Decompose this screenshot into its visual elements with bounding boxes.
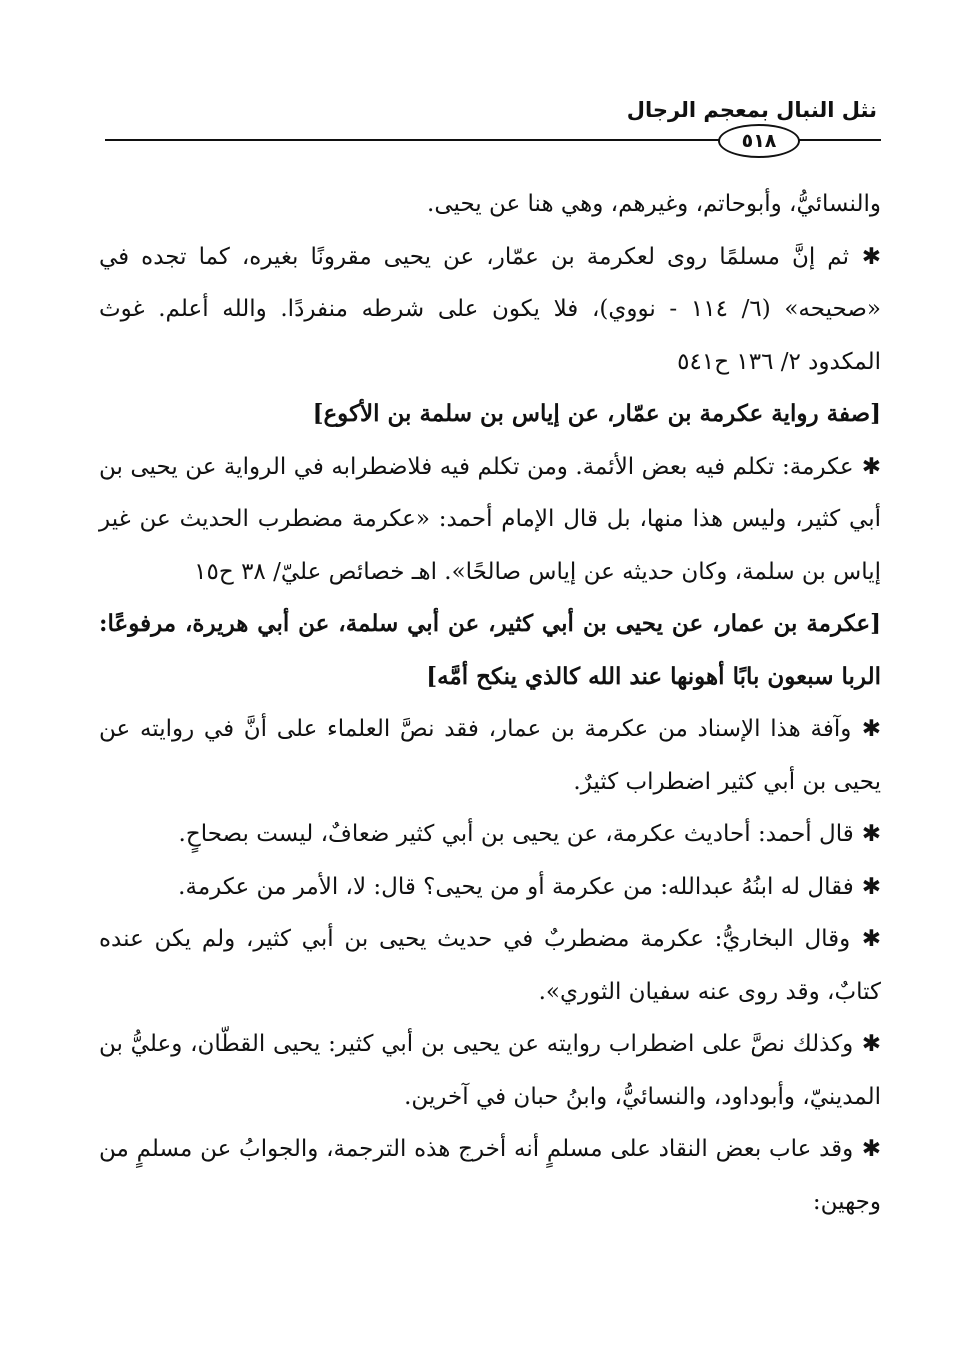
paragraph-text: وكذلك نصَّ على اضطراب روايته عن يحيى بن أبي كثير: يحيى القطّان، وعليُّ بن المدينيّ، وأبوداود، والنسائيُّ، وابنُ حبان في آخرين. [99, 1031, 881, 1110]
paragraph [99, 861, 881, 914]
paragraph-text: ثم إنَّ مسلمًا روى لعكرمة بن عمّار، عن يحيى مقرونًا بغيره، كما تجده في «صحيحه» (٦/ ١١٤ - نووي)، فلا يكون على شرطه منفردًا. والله أعلم. غوث المكدود ٢/ ١٣٦ ح٥٤١ [99, 243, 881, 375]
paragraph-text: فقال له ابنُهُ عبدالله: من عكرمة أو من يحيى؟ قال: لا، الأمر من عكرمة. [178, 873, 854, 900]
running-title: نثل النبال بمعجم الرجال [626, 98, 877, 122]
asterisk-bullet-icon: ✱ [851, 716, 882, 742]
paragraph [99, 1123, 881, 1228]
asterisk-bullet-icon: ✱ [853, 873, 881, 900]
asterisk-bullet-icon: ✱ [853, 453, 881, 480]
paragraph [99, 1018, 881, 1123]
body-text [99, 178, 881, 1228]
paragraph-text: وقال البخاريُّ: عكرمة مضطربٌ في حديث يحيى بن أبي كثير، ولم يكن عنده كتابٌ، وقد روى عنه سفيان الثوري». [99, 926, 881, 1005]
paragraph [99, 178, 881, 231]
asterisk-bullet-icon: ✱ [853, 1136, 881, 1162]
paragraph [99, 441, 881, 599]
asterisk-bullet-icon: ✱ [849, 243, 882, 270]
paragraph-text: [عكرمة بن عمار، عن يحيى بن أبي كثير، عن أبي سلمة، عن أبي هريرة، مرفوعًا: الربا سبعون بابًا أهونها عند الله كالذي ينكح أمَّه] [99, 610, 881, 690]
paragraph-text: وآفة هذا الإسناد من عكرمة بن عمار، فقد نصَّ العلماء على أنَّ في روايته عن يحيى بن أبي كثير اضطراب كثيرٌ. [99, 716, 881, 795]
asterisk-bullet-icon: ✱ [850, 926, 881, 952]
paragraph [99, 703, 881, 808]
paragraph-text: والنسائيُّ، وأبوحاتم، وغيرهم، وهي هنا عن يحيى. [427, 191, 881, 217]
section-heading [99, 598, 881, 703]
paragraph [99, 231, 881, 389]
paragraph-text: وقد عاب بعض النقاد على مسلمٍ أنه أخرج هذه الترجمة، والجوابُ عن مسلمٍ من وجهين: [99, 1136, 881, 1215]
paragraph [99, 808, 881, 861]
asterisk-bullet-icon: ✱ [853, 1031, 881, 1057]
paragraph-text: [صفة رواية عكرمة بن عمّار، عن إياس بن سلمة بن الأكوع] [312, 400, 881, 427]
paragraph-text: عكرمة: تكلم فيه بعض الأئمة. ومن تكلم فيه فلاضطرابه في الرواية عن يحيى بن أبي كثير، وليس هذا منها، بل قال الإمام أحمد: «عكرمة مضطرب الحديث عن غير إياس بن سلمة، وكان حديثه عن إياس صالحًا». اهـ خصائص عليّ/ ٣٨ ح١٥ [99, 453, 881, 585]
paragraph-text: قال أحمد: أحاديث عكرمة، عن يحيى بن أبي كثير ضعافٌ، ليست بصحاحٍ. [178, 821, 854, 847]
asterisk-bullet-icon: ✱ [853, 821, 881, 847]
page-number-badge: ٥١٨ [718, 124, 800, 158]
section-heading [99, 388, 881, 441]
paragraph [99, 913, 881, 1018]
